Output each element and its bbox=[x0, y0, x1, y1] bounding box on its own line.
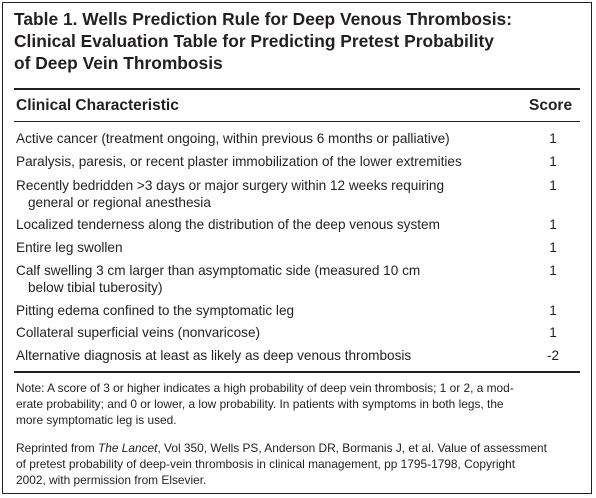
citation-line: Reprinted from The Lancet, Vol 350, Wells PS, Anderson DR, Bormanis J, et al. Value of assessment bbox=[16, 441, 547, 455]
header-top-rule bbox=[14, 88, 580, 90]
row-score: 1 bbox=[549, 178, 557, 193]
citation-line: of pretest probability of deep-vein thrombosis in clinical management, pp 1795-1798, Copyright bbox=[16, 457, 516, 471]
note-line: more symptomatic leg is used. bbox=[16, 413, 177, 427]
table-title bbox=[14, 8, 584, 74]
row-score: 1 bbox=[549, 154, 557, 169]
row-score: 1 bbox=[549, 263, 557, 278]
column-header-characteristic: Clinical Characteristic bbox=[16, 97, 179, 114]
citation bbox=[16, 440, 578, 488]
row-characteristic: Collateral superficial veins (nonvaricose) bbox=[16, 325, 261, 340]
table-note bbox=[16, 380, 578, 428]
note-line: erate probability; and 0 or lower, a low probability. In patients with symptoms in both legs, the bbox=[16, 397, 504, 411]
row-characteristic: Pitting edema confined to the symptomatic leg bbox=[16, 303, 295, 318]
row-score: 1 bbox=[549, 131, 557, 146]
row-score: 1 bbox=[549, 303, 557, 318]
row-characteristic: Active cancer (treatment ongoing, within previous 6 months or palliative) bbox=[16, 131, 450, 146]
row-characteristic: Paralysis, paresis, or recent plaster immobilization of the lower extremities bbox=[16, 154, 462, 169]
row-characteristic: Alternative diagnosis at least as likely as deep venous thrombosis bbox=[16, 348, 412, 363]
citation-line: 2002, with permission from Elsevier. bbox=[16, 473, 207, 487]
title-line: Table 1. Wells Prediction Rule for Deep Venous Thrombosis: bbox=[14, 9, 512, 29]
row-characteristic: Entire leg swollen bbox=[16, 240, 123, 255]
title-line: Clinical Evaluation Table for Predicting Pretest Probability bbox=[14, 31, 494, 51]
row-characteristic: Calf swelling 3 cm larger than asymptomatic side (measured 10 cm below tibial tuberosity) bbox=[16, 263, 421, 295]
row-score: 1 bbox=[549, 240, 557, 255]
row-score: 1 bbox=[549, 217, 557, 232]
note-line: Note: A score of 3 or higher indicates a high probability of deep vein thrombosis; 1 or 2, a mod- bbox=[16, 381, 514, 395]
row-characteristic: Localized tenderness along the distribution of the deep venous system bbox=[16, 217, 440, 232]
header-bottom-rule bbox=[14, 121, 580, 122]
title-line: of Deep Vein Thrombosis bbox=[14, 53, 223, 73]
row-characteristic: Recently bedridden >3 days or major surgery within 12 weeks requiring general or regional anesthesia bbox=[16, 178, 445, 210]
journal-name: The Lancet bbox=[97, 441, 158, 455]
row-score: 1 bbox=[549, 325, 557, 340]
column-header-score: Score bbox=[529, 97, 573, 114]
table-bottom-rule bbox=[14, 371, 580, 373]
row-score: -2 bbox=[546, 348, 560, 363]
